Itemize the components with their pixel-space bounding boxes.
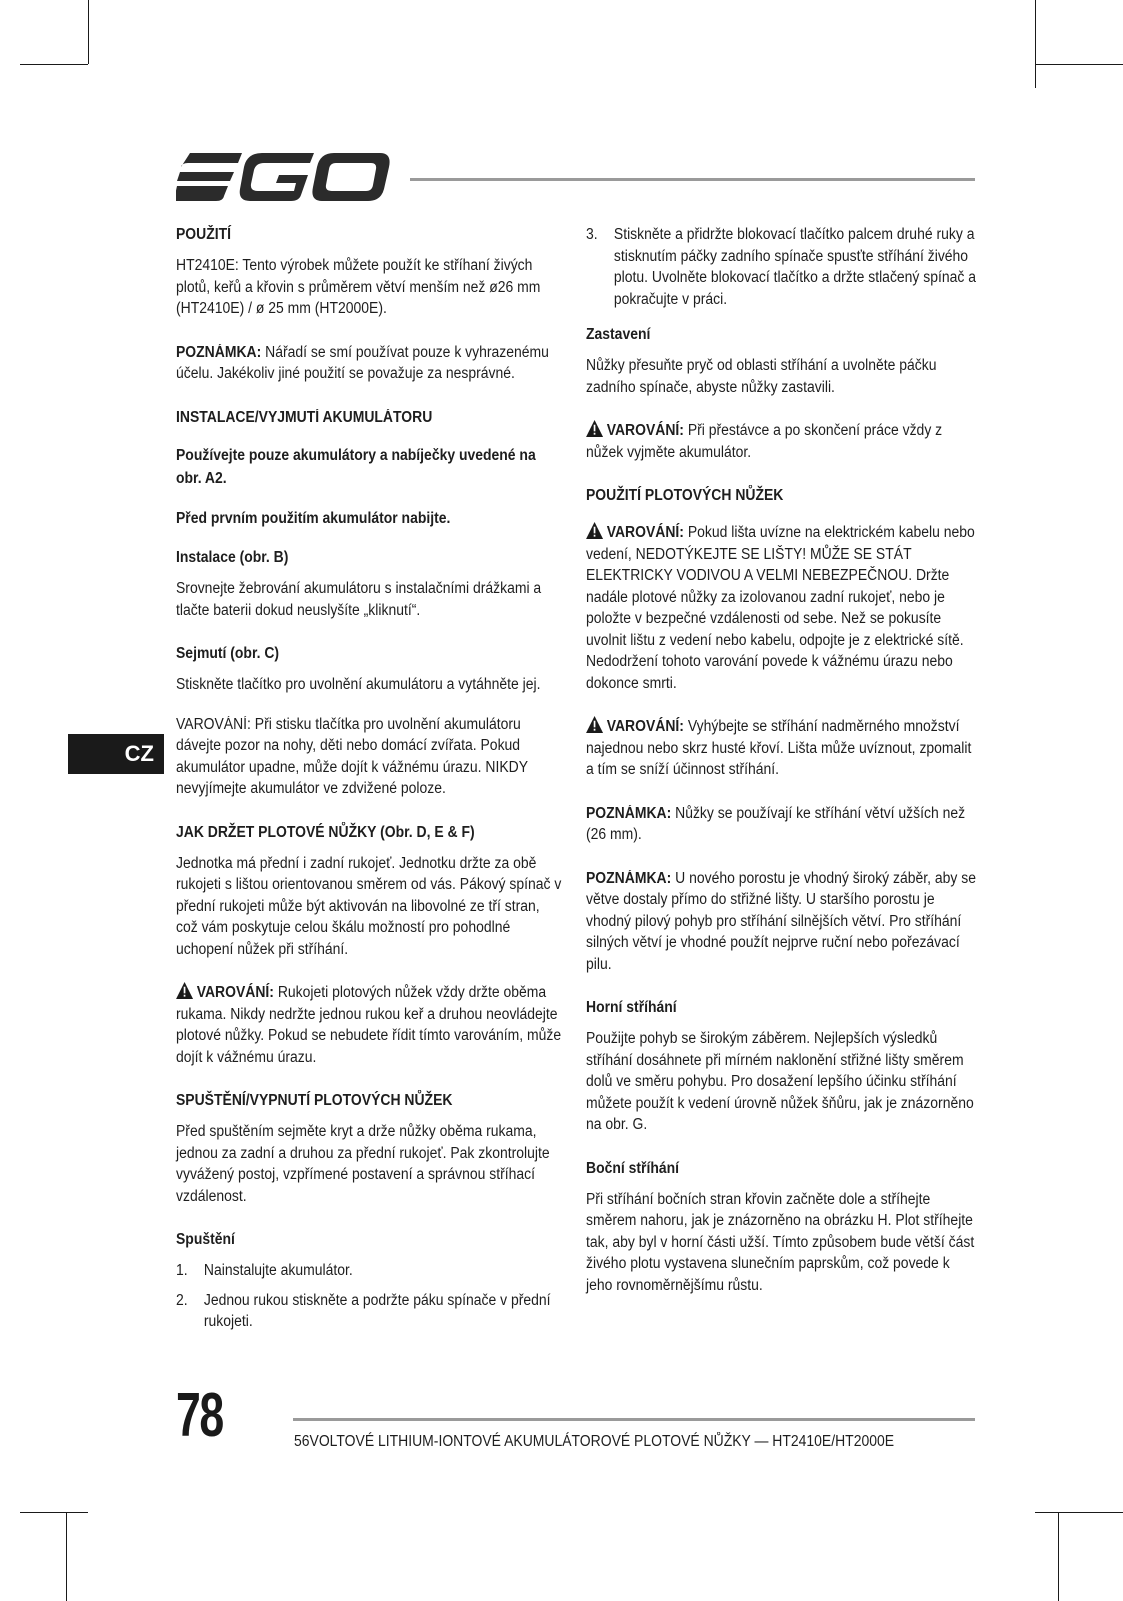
note-label: POZNÁMKA: bbox=[176, 343, 262, 361]
crop-mark bbox=[20, 1512, 88, 1513]
list-item: 2. Jednou rukou stiskněte a podržte páku spínače v přední rukojeti. bbox=[176, 1291, 551, 1330]
crop-mark bbox=[1058, 1512, 1059, 1601]
section-heading-instalace: INSTALACE/VYJMUTÍ AKUMULÁTORU bbox=[176, 408, 433, 426]
warning-text: Pokud lišta uvízne na elektrickém kabelu nebo vedení, NEDOTÝKEJTE SE LIŠTY! MŮŽE SE STÁT ELEKTRICKY VODIVOU A VELMI NEBEZPEČNOU. Držte nadále plotové nůžky za izolovanou zadní rukojeť, nebo je položte v bezpečné vzdálenosti od sebe. Než se pokusíte uvolnit lištu z vedení nebo kabelu, odpojte je z elektrické sítě. Nedodržení tohoto varování povede k vážnému úrazu nebo dokonce smrti. bbox=[586, 524, 975, 692]
warning-label: VAROVÁNÍ: bbox=[606, 422, 684, 439]
bold-note-a2: Používejte pouze akumulátory a nabíječky uvedené na obr. A2. bbox=[176, 446, 536, 487]
left-column bbox=[176, 224, 564, 1341]
subheading-bocni: Boční stříhání bbox=[586, 1159, 680, 1177]
language-tab: CZ bbox=[68, 734, 164, 774]
note-text: U nového porostu je vhodný široký záběr, aby se větve dostaly přímo do střižné lišty. U staršího porostu je vhodný pilový pohyb pro stříhání silnějších větví. Pro stříhání silných větví je vhodné použít nejprve ruční nebo pořezávací pilu. bbox=[586, 869, 976, 973]
paragraph-spusteni-vypnuti: Před spuštěním sejměte kryt a drže nůžky oběma rukama, jednou za zadní a druhou za přední rukojeť. Pak zkontrolujte vyvážený postoj, vzpřímené postavení a správnou stříhací vzdálenost. bbox=[176, 1123, 550, 1205]
crop-mark bbox=[88, 0, 89, 64]
header-rule bbox=[410, 178, 975, 181]
note-label: POZNÁMKA: bbox=[586, 869, 672, 887]
ego-logo bbox=[176, 153, 390, 201]
warning-text: Rukojeti plotových nůžek vždy držte oběma rukama. Nikdy nedržte jednou rukou keř a druhou neovládejte plotové nůžky. Pokud se nebudete řídit tímto varováním, může dojít k vážnému úrazu. bbox=[176, 984, 562, 1066]
bold-note-charge: Před prvním použitím akumulátor nabijte. bbox=[176, 509, 451, 527]
note-paragraph bbox=[176, 342, 564, 385]
crop-mark bbox=[1035, 1512, 1123, 1513]
list-item: 3. Stiskněte a přidržte blokovací tlačítko palcem druhé ruky a stisknutím páčky zadního spínače spusťte stříhání živého plotu. Uvolněte blokovací tlačítko a držte stlačený spínač a pokračujte v práci. bbox=[586, 226, 977, 308]
note-label: POZNÁMKA: bbox=[586, 804, 672, 822]
warning-icon bbox=[176, 982, 193, 999]
section-heading-jak-drzet: JAK DRŽET PLOTOVÉ NŮŽKY (Obr. D, E & F) bbox=[176, 823, 475, 841]
footer-rule bbox=[293, 1418, 975, 1421]
warning-cable bbox=[586, 522, 978, 694]
warning-label: VAROVÁNÍ: bbox=[606, 524, 684, 541]
note-text: Nůžky se používají ke stříhání větví užších než (26 mm). bbox=[586, 804, 966, 843]
paragraph-jak-drzet: Jednotka má přední i zadní rukojeť. Jednotku držte za obě rukojeti s lištou orientovanou směrem od vás. Pákový spínač v přední rukojeti může být aktivován na libovolné ze tří stran, což vám poskytuje celou škálu možností pro pohodlné uchopení nůžek při stříhání. bbox=[176, 854, 562, 958]
paragraph-bocni: Při stříhání bočních stran křovin začněte dole a stříhejte směrem nahoru, jak je znázorněno na obrázku H. Plot stříhejte tak, aby byl v horní části užší. Tímto způsobem bude větší část živého plotu vystavena slunečním paprskům, což povede k jeho rovnoměrnějšímu růstu. bbox=[586, 1190, 975, 1294]
warning-text: Vyhýbejte se stříhání nadměrného množství najednou nebo skrz husté křoví. Lišta může uvíznout, zpomalit a tím se sníží účinnost stříhání. bbox=[586, 718, 972, 778]
crop-mark bbox=[66, 1512, 67, 1601]
warning-icon bbox=[586, 522, 603, 539]
paragraph-horni: Použijte pohyb se širokým záběrem. Nejlepších výsledků stříhání dosáhnete při mírném naklonění střižné lišty směrem dolů ve směru pohybu. Pro dosažení lepšího účinku stříhání můžete použít k vedení úrovně nůžek šňůru, jak je znázorněno na obr. G. bbox=[586, 1030, 974, 1133]
paragraph-sejmuti: Stiskněte tlačítko pro uvolnění akumulátoru a vytáhněte jej. bbox=[176, 676, 541, 693]
crop-mark bbox=[20, 64, 88, 65]
warning-label: VAROVÁNÍ: bbox=[606, 718, 684, 735]
paragraph-pouziti: HT2410E: Tento výrobek můžete použít ke stříhaní živých plotů, keřů a křovin s průměrem větví menším než ø26 mm (HT2410E) / ø 25 mm (HT2000E). bbox=[176, 257, 541, 317]
subheading-spusteni: Spuštění bbox=[176, 1231, 235, 1248]
note-text: Nářadí se smí používat pouze k vyhrazenému účelu. Jakékoliv jiné použití se považuje za nesprávné. bbox=[176, 343, 549, 382]
crop-mark bbox=[1035, 0, 1036, 88]
warning-icon bbox=[586, 716, 603, 733]
crop-mark bbox=[1035, 64, 1123, 65]
page-number: 78 bbox=[176, 1381, 223, 1450]
warning-text: Při přestávce a po skončení práce vždy z nůžek vyjměte akumulátor. bbox=[586, 422, 943, 461]
subheading-sejmuti: Sejmutí (obr. C) bbox=[176, 645, 280, 662]
steps-list-continued bbox=[586, 224, 978, 310]
warning-release: VAROVÁNÍ: Při stisku tlačítka pro uvolnění akumulátoru dávejte pozor na nohy, děti nebo domácí zvířata. Pokud akumulátor upadne, může dojít k vážnému úrazu. NIKDY nevyjímejte akumulátor ve zdvižené poloze. bbox=[176, 715, 528, 797]
steps-list bbox=[176, 1260, 564, 1333]
note-paragraph bbox=[586, 803, 978, 846]
subheading-horni: Horní stříhání bbox=[586, 999, 677, 1016]
warning-dense bbox=[586, 716, 978, 781]
note-paragraph bbox=[586, 868, 978, 976]
warning-label: VAROVÁNÍ: bbox=[196, 984, 274, 1001]
footer-title: 56VOLTOVÉ LITHIUM-IONTOVÉ AKUMULÁTOROVÉ PLOTOVÉ NŮŽKY — HT2410E/HT2000E bbox=[294, 1433, 895, 1450]
paragraph-instalace: Srovnejte žebrování akumulátoru s instalačními drážkami a tlačte baterii dokud neuslyšíte „kliknutí“. bbox=[176, 580, 542, 619]
section-heading-spusteni-vypnuti: SPUŠTĚNÍ/VYPNUTÍ PLOTOVÝCH NŮŽEK bbox=[176, 1092, 453, 1109]
right-column bbox=[586, 224, 978, 1296]
list-item: 1. Nainstalujte akumulátor. bbox=[176, 1262, 353, 1279]
subheading-instalace: Instalace (obr. B) bbox=[176, 549, 289, 566]
paragraph-zastaveni: Nůžky přesuňte pryč od oblasti stříhání a uvolněte páčku zadního spínače, abyste nůžky zastavili. bbox=[586, 357, 937, 396]
warning-icon bbox=[586, 420, 603, 437]
section-heading-pouziti-plot: POUŽITÍ PLOTOVÝCH NŮŽEK bbox=[586, 487, 784, 504]
warning-grip bbox=[176, 982, 564, 1068]
subheading-zastaveni: Zastavení bbox=[586, 326, 651, 343]
section-heading-pouziti: POUŽITÍ bbox=[176, 226, 232, 243]
warning-remove bbox=[586, 420, 978, 463]
